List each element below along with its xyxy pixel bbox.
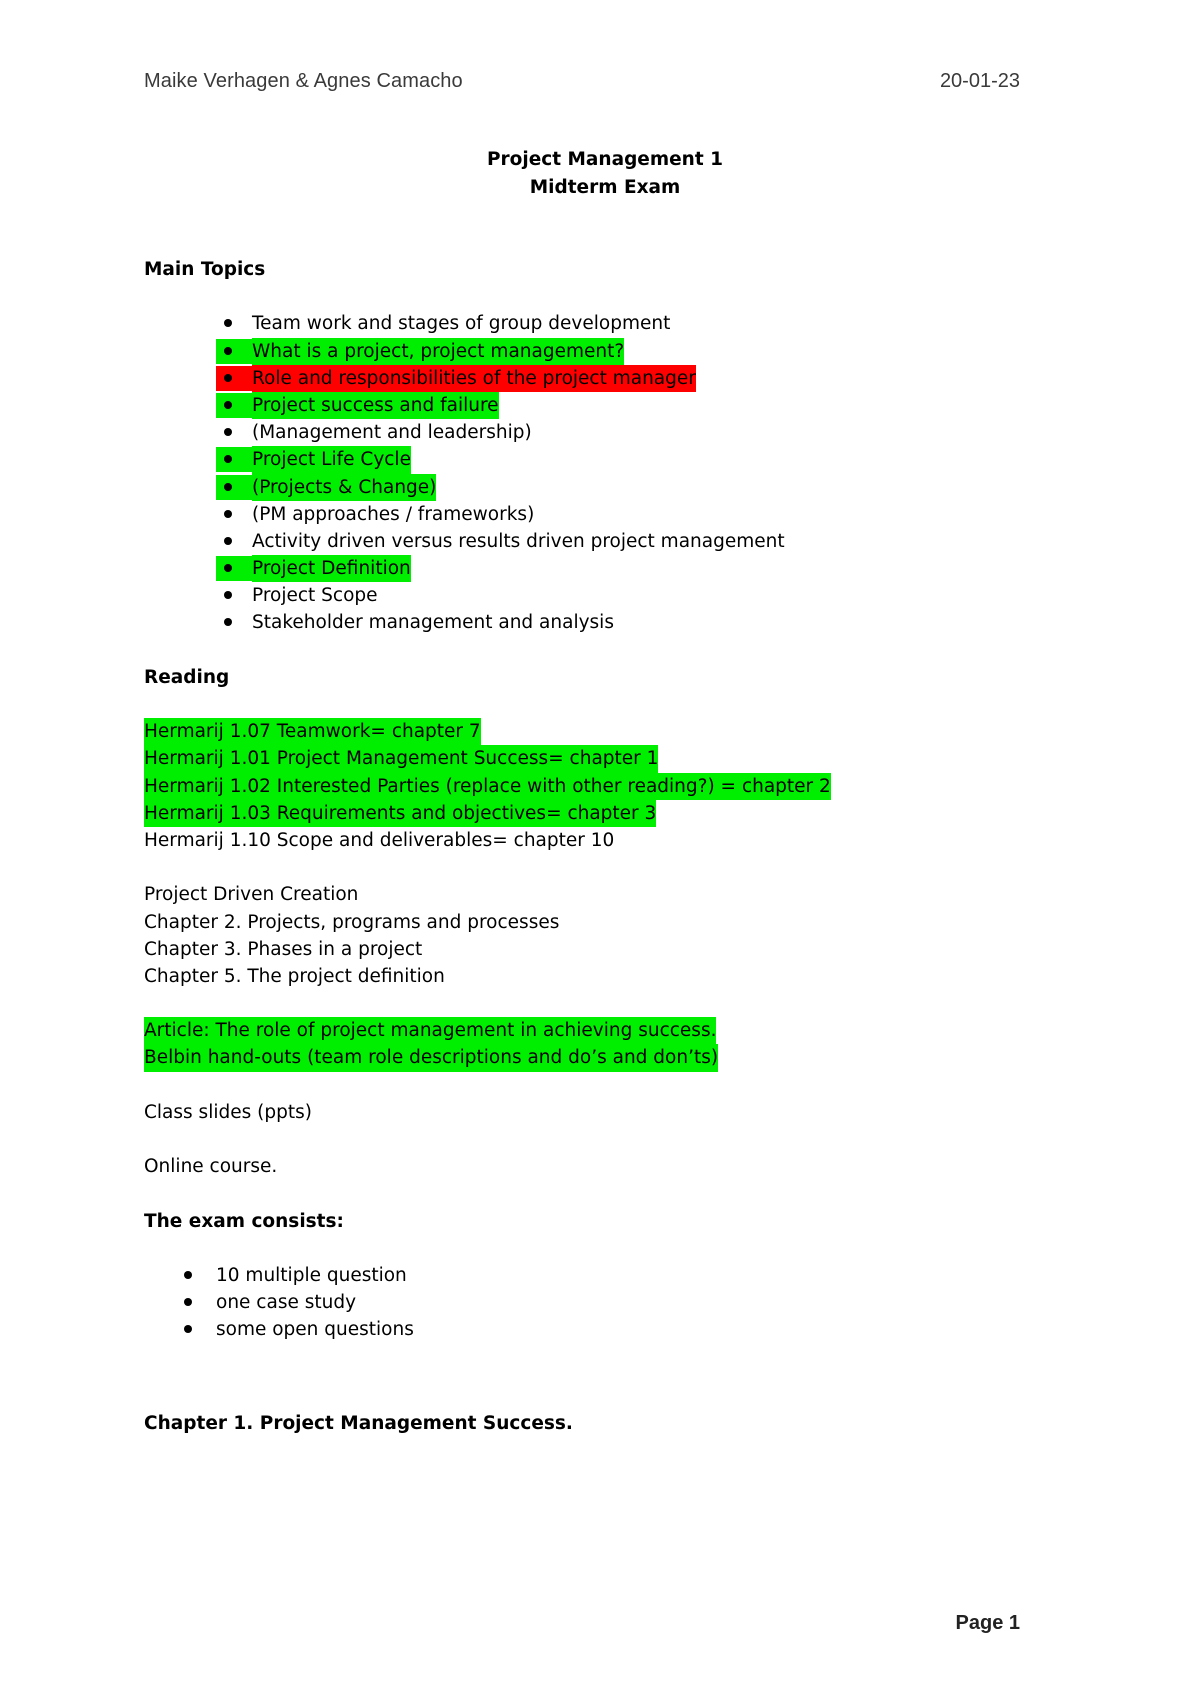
bullet-icon (224, 319, 232, 327)
reading-item: Hermarij 1.01 Project Management Success= chapter 1 (144, 745, 1044, 772)
header-date: 20-01-23 (939, 70, 1020, 92)
chapter-section (144, 1410, 1044, 1437)
list-item: one case study (144, 1289, 1044, 1316)
list-item: Stakeholder management and analysis (144, 609, 1044, 636)
bullet-icon (184, 1298, 192, 1306)
bullet-icon (224, 483, 232, 491)
title-line-1: Project Management 1 (486, 149, 724, 170)
list-item: Role and responsibilities of the project manager (144, 365, 1044, 392)
online-course-line: Online course. (144, 1156, 278, 1178)
main-topics-heading: Main Topics (144, 259, 266, 280)
exam-heading: The exam consists: (144, 1210, 344, 1232)
list-item: (PM approaches / frameworks) (144, 501, 1044, 528)
class-slides-line: Class slides (ppts) (144, 1101, 312, 1123)
reading-heading: Reading (144, 666, 230, 688)
main-topics-list (144, 310, 1044, 636)
bullet-icon (224, 347, 232, 355)
reading-item: Hermarij 1.07 Teamwork= chapter 7 (144, 718, 1044, 745)
bullet-icon (224, 401, 232, 409)
bullet-icon (224, 591, 232, 599)
list-item: Project Definition (144, 555, 1044, 582)
list-item: (Projects & Change) (144, 474, 1044, 501)
document-title (0, 146, 1200, 202)
exam-list (144, 1262, 1044, 1344)
reading-item: Chapter 3. Phases in a project (144, 938, 423, 960)
list-item: (Management and leadership) (144, 419, 1044, 446)
list-item: Project Life Cycle (144, 446, 1044, 473)
reading-item: Chapter 2. Projects, programs and processes (144, 911, 560, 933)
bullet-icon (224, 564, 232, 572)
bullet-icon (224, 618, 232, 626)
reading-item: Hermarij 1.10 Scope and deliverables= chapter 10 (144, 829, 615, 851)
title-line-2: Midterm Exam (529, 177, 681, 198)
bullet-icon (224, 537, 232, 545)
article-reading-list (144, 1017, 1044, 1071)
list-item: Team work and stages of group development (144, 310, 1044, 337)
list-item: Project Scope (144, 582, 1044, 609)
bullet-icon (184, 1325, 192, 1333)
reading-item: Hermarij 1.03 Requirements and objectives= chapter 3 (144, 800, 1044, 827)
bullet-icon (184, 1271, 192, 1279)
reading-item: Belbin hand-outs (team role descriptions and do’s and don’ts) (144, 1044, 1044, 1071)
reading-item: Article: The role of project management in achieving success. (144, 1017, 1044, 1044)
chapter-heading: Chapter 1. Project Management Success. (144, 1413, 573, 1434)
bullet-icon (224, 428, 232, 436)
list-item: What is a project, project management? (144, 338, 1044, 365)
page-number: Page 1 (955, 1612, 1020, 1634)
list-item: some open questions (144, 1316, 1044, 1343)
pdc-reading-list (144, 881, 1044, 990)
reading-item: Hermarij 1.02 Interested Parties (replace with other reading?) = chapter 2 (144, 773, 1044, 800)
bullet-icon (224, 374, 232, 382)
list-item: 10 multiple question (144, 1262, 1044, 1289)
list-item: Activity driven versus results driven project management (144, 528, 1044, 555)
reading-item: Project Driven Creation (144, 884, 359, 906)
reading-item: Chapter 5. The project definition (144, 965, 445, 987)
list-item: Project success and failure (144, 392, 1044, 419)
header-authors: Maike Verhagen & Agnes Camacho (144, 70, 463, 92)
document-body (144, 256, 1044, 1344)
hermarij-reading-list (144, 718, 1044, 854)
bullet-icon (224, 510, 232, 518)
